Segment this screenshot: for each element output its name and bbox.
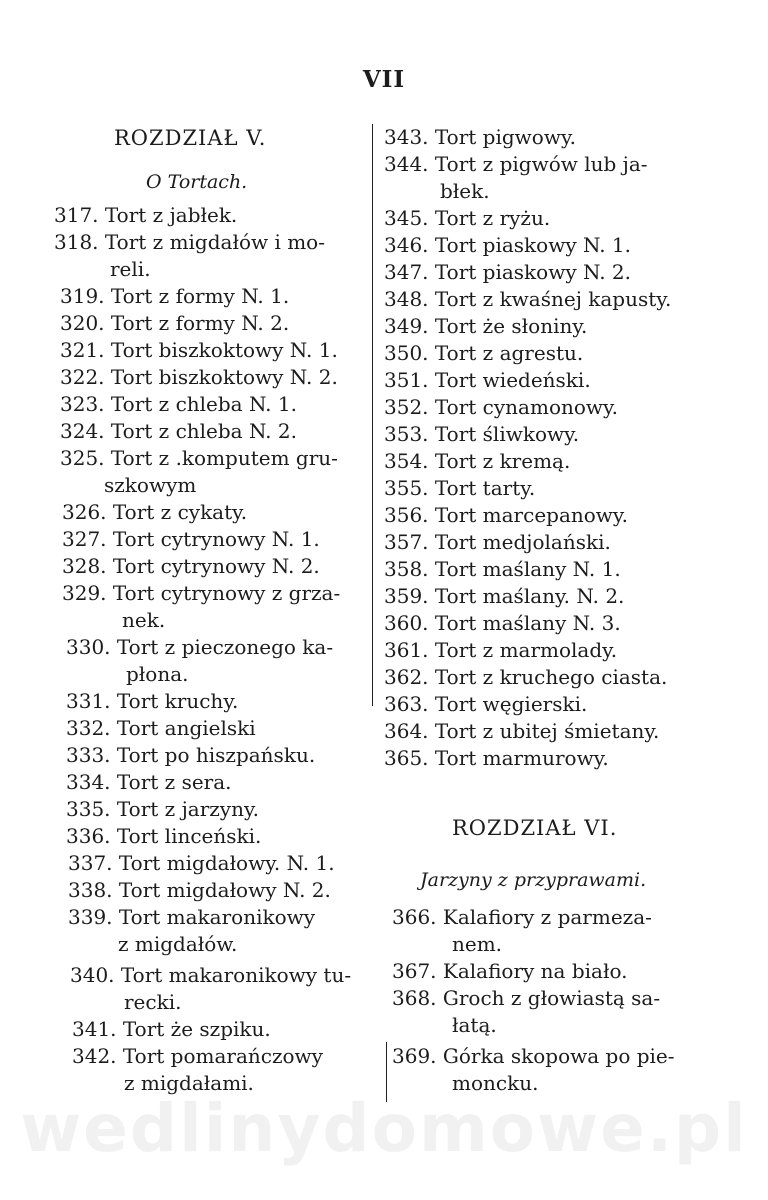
left-entry: 322. Tort biszkoktowy N. 2.: [60, 365, 338, 389]
right-entry: 362. Tort z kruchego ciasta.: [384, 665, 668, 689]
left-entry: 337. Tort migdałowy. N. 1.: [68, 851, 335, 875]
right-entry: 349. Tort że słoniny.: [384, 314, 588, 338]
left-entry: 324. Tort z chleba N. 2.: [60, 419, 297, 443]
left-entry: 340. Tort makaronikowy tu-: [70, 963, 352, 987]
left-entry: 328. Tort cytrynowy N. 2.: [62, 554, 320, 578]
right-entry-continuation: błek.: [440, 179, 490, 203]
left-entry: 319. Tort z formy N. 1.: [60, 284, 290, 308]
right-entry: 363. Tort węgierski.: [384, 692, 588, 716]
left-entry: 317. Tort z jabłek.: [54, 203, 238, 227]
right-entry: 368. Groch z głowiastą sa-: [392, 986, 661, 1010]
right-entry: 343. Tort pigwowy.: [384, 125, 576, 149]
right-entry: 345. Tort z ryżu.: [384, 206, 551, 230]
chapter-subheading-vi: Jarzyny z przyprawami.: [420, 869, 647, 891]
left-entry-continuation: z migdałów.: [118, 932, 238, 956]
left-entry: 326. Tort z cykaty.: [62, 500, 248, 524]
right-entry: 355. Tort tarty.: [384, 476, 536, 500]
left-entry: 331. Tort kruchy.: [66, 689, 239, 713]
left-entry: 329. Tort cytrynowy z grza-: [62, 581, 341, 605]
left-entry: 330. Tort z pieczonego ka-: [66, 635, 334, 659]
right-entry: 348. Tort z kwaśnej kapusty.: [384, 287, 672, 311]
right-entry: 347. Tort piaskowy N. 2.: [384, 260, 632, 284]
right-entry: 356. Tort marcepanowy.: [384, 503, 628, 527]
left-entry: 325. Tort z .komputem gru-: [60, 446, 338, 470]
left-entry: 338. Tort migdałowy N. 2.: [68, 878, 331, 902]
left-entry: 333. Tort po hiszpańsku.: [66, 743, 316, 767]
left-entry-continuation: recki.: [124, 990, 182, 1014]
right-entry: 359. Tort maślany. N. 2.: [384, 584, 625, 608]
left-entry-continuation: reli.: [110, 257, 151, 281]
left-entry: 336. Tort linceński.: [66, 824, 262, 848]
left-entry-continuation: płona.: [126, 662, 189, 686]
page-number: VII: [362, 66, 406, 93]
right-entry: 350. Tort z agrestu.: [384, 341, 584, 365]
left-entry: 341. Tort że szpiku.: [72, 1017, 271, 1041]
left-entry: 332. Tort angielski: [66, 716, 256, 740]
right-entry: 366. Kalafiory z parmeza-: [392, 905, 652, 929]
left-entry: 334. Tort z sera.: [66, 770, 232, 794]
right-entry: 361. Tort z marmolady.: [384, 638, 618, 662]
right-entry: 352. Tort cynamonowy.: [384, 395, 619, 419]
left-entry: 327. Tort cytrynowy N. 1.: [62, 527, 320, 551]
right-entry: 344. Tort z pigwów lub ja-: [384, 152, 648, 176]
chapter-subheading-v: O Tortach.: [146, 171, 248, 193]
right-entry: 367. Kalafiory na biało.: [392, 959, 628, 983]
right-entry: 357. Tort medjolański.: [384, 530, 611, 554]
watermark: wedlinydomowe.pl: [20, 1090, 748, 1167]
right-entry: 353. Tort śliwkowy.: [384, 422, 580, 446]
left-entry-continuation: z migdałami.: [124, 1071, 254, 1095]
right-entry-continuation: nem.: [452, 932, 503, 956]
right-entry-continuation: łatą.: [452, 1013, 497, 1037]
right-entry: 354. Tort z kremą.: [384, 449, 571, 473]
right-entry: 364. Tort z ubitej śmietany.: [384, 719, 660, 743]
left-entry: 318. Tort z migdałów i mo-: [54, 230, 325, 254]
right-entry: 351. Tort wiedeński.: [384, 368, 591, 392]
left-entry-continuation: szkowym: [104, 473, 197, 497]
right-entry: 358. Tort maślany N. 1.: [384, 557, 621, 581]
left-entry: 342. Tort pomarańczowy: [72, 1044, 323, 1068]
left-entry: 335. Tort z jarzyny.: [66, 797, 259, 821]
left-entry: 321. Tort biszkoktowy N. 1.: [60, 338, 338, 362]
right-entry: 365. Tort marmurowy.: [384, 746, 609, 770]
left-entry: 323. Tort z chleba N. 1.: [60, 392, 297, 416]
right-entry: 369. Górka skopowa po pie-: [392, 1044, 675, 1068]
left-entry: 320. Tort z formy N. 2.: [60, 311, 290, 335]
right-entry-continuation: moncku.: [452, 1071, 539, 1095]
right-entry: 346. Tort piaskowy N. 1.: [384, 233, 632, 257]
chapter-heading-v: ROZDZIAŁ V.: [114, 126, 267, 150]
left-entry: 339. Tort makaronikowy: [68, 905, 316, 929]
left-entry-continuation: nek.: [122, 608, 166, 632]
column-divider: [372, 124, 373, 706]
right-entry: 360. Tort maślany N. 3.: [384, 611, 621, 635]
chapter-heading-vi: ROZDZIAŁ VI.: [452, 816, 618, 840]
